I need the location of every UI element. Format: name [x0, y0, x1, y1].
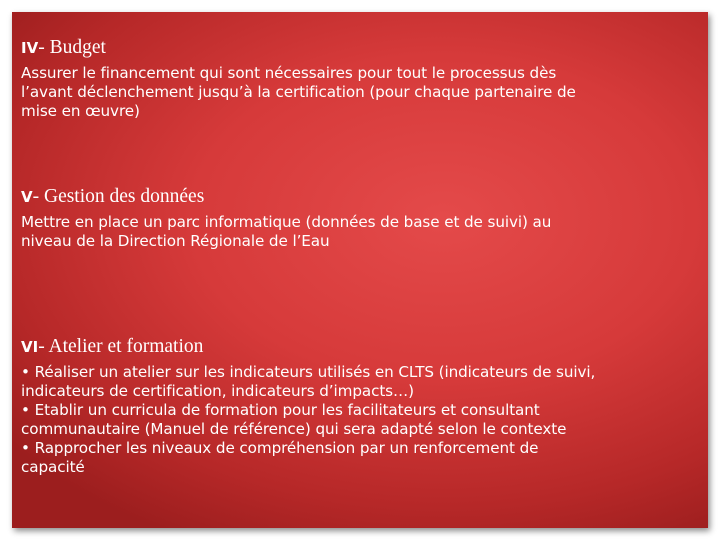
section-budget	[21, 36, 701, 121]
section-body	[21, 363, 701, 477]
section-gestion-des-donnees	[21, 185, 701, 251]
body-line: l’avant déclenchement jusqu’à la certification (pour chaque partenaire de	[21, 83, 576, 102]
section-separator: -	[38, 336, 49, 357]
bullet-line: • Rapprocher les niveaux de compréhension par un renforcement de	[21, 439, 539, 458]
section-title: Budget	[49, 37, 106, 58]
bullet-line: • Etablir un curricula de formation pour les facilitateurs et consultant	[21, 401, 540, 420]
body-line: Assurer le financement qui sont nécessaires pour tout le processus dès	[21, 64, 557, 83]
section-number: IV	[21, 39, 39, 57]
section-heading	[21, 36, 701, 59]
section-body	[21, 213, 701, 251]
section-number: VI	[21, 338, 39, 356]
section-number: V	[21, 188, 33, 206]
body-line: niveau de la Direction Régionale de l’Eau	[21, 232, 330, 251]
section-title: Gestion des données	[43, 186, 205, 207]
section-atelier-et-formation	[21, 335, 701, 477]
bullet-line: indicateurs de certification, indicateurs d’impacts…)	[21, 382, 414, 401]
bullet-line: capacité	[21, 458, 85, 477]
bullet-line: communautaire (Manuel de référence) qui sera adapté selon le contexte	[21, 420, 567, 439]
slide	[12, 12, 708, 528]
section-heading	[21, 185, 701, 208]
bullet-line: • Réaliser un atelier sur les indicateurs utilisés en CLTS (indicateurs de suivi,	[21, 363, 596, 382]
body-line: Mettre en place un parc informatique (données de base et de suivi) au	[21, 213, 552, 232]
section-body	[21, 64, 701, 121]
section-separator: -	[38, 37, 50, 58]
section-title: Atelier et formation	[48, 336, 204, 357]
body-line: mise en œuvre)	[21, 102, 140, 121]
section-heading	[21, 335, 701, 358]
section-separator: -	[32, 186, 44, 207]
